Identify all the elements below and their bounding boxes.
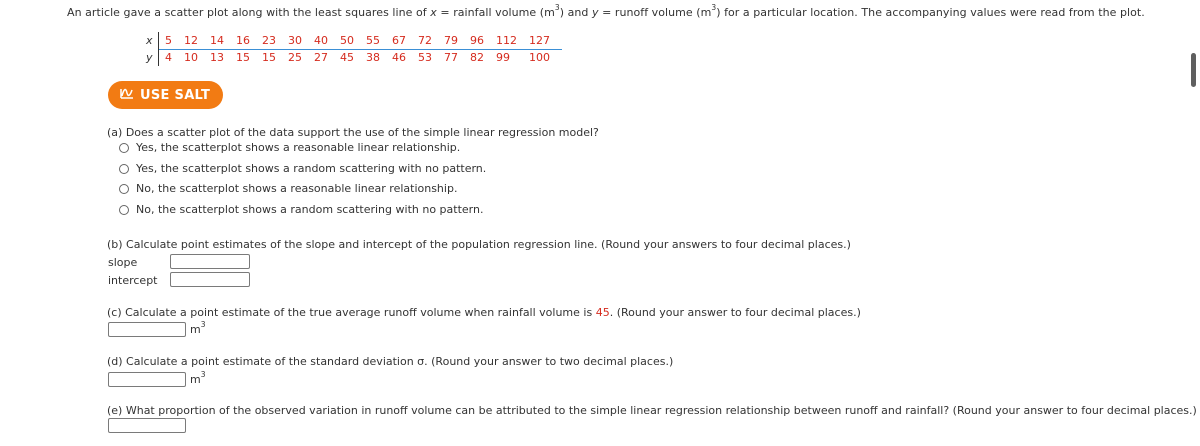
table-cell: 127 <box>529 33 550 47</box>
table-cell: 15 <box>236 51 250 64</box>
table-cell: 30 <box>288 33 302 47</box>
intercept-label: intercept <box>108 274 158 287</box>
part-e-question: (e) What proportion of the observed variation in runoff volume can be attributed to the simple linear regression relationship between runoff and rainfall? (Round your answer to four decimal places.) <box>107 404 1197 417</box>
part-a-option-2[interactable] <box>119 162 486 175</box>
table-cell: 16 <box>236 33 250 47</box>
superscript: 3 <box>200 370 206 380</box>
x-row-label: x <box>146 34 153 47</box>
intro-text: = runoff volume (m <box>598 6 712 19</box>
std-dev-input[interactable] <box>108 372 186 387</box>
rainfall-value: 45 <box>595 306 610 319</box>
table-cell: 5 <box>165 33 172 47</box>
unit-text: m <box>190 373 201 386</box>
intro-text: An article gave a scatter plot along with the least squares line of <box>67 6 431 19</box>
part-b-question: (b) Calculate point estimates of the slope and intercept of the population regression line. (Round your answers to four decimal places.) <box>107 238 851 251</box>
table-cell: 67 <box>392 33 406 47</box>
superscript: 3 <box>200 320 206 330</box>
table-cell: 10 <box>184 51 198 64</box>
part-a-option-3[interactable] <box>119 182 457 195</box>
table-cell: 50 <box>340 33 354 47</box>
table-cell: 12 <box>184 33 198 47</box>
table-cell: 23 <box>262 33 276 47</box>
y-row-label: y <box>146 51 153 64</box>
table-cell: 13 <box>210 51 224 64</box>
radio-button[interactable] <box>119 205 129 215</box>
option-label: Yes, the scatterplot shows a random scattering with no pattern. <box>136 162 487 175</box>
table-cell: 38 <box>366 51 380 64</box>
table-cell: 99 <box>496 51 510 64</box>
table-cell: 14 <box>210 33 224 47</box>
data-table <box>145 32 562 66</box>
table-cell: 40 <box>314 33 328 47</box>
intercept-input[interactable] <box>170 272 250 287</box>
intro-text: = rainfall volume (m <box>436 6 555 19</box>
superscript: 3 <box>711 3 717 13</box>
x-row <box>145 32 562 49</box>
table-cell: 15 <box>262 51 276 64</box>
use-salt-label: USE SALT <box>140 87 211 103</box>
slope-input[interactable] <box>170 254 250 269</box>
intro-text: ) and <box>559 6 592 19</box>
table-cell: 72 <box>418 33 432 47</box>
chart-icon <box>120 87 140 103</box>
table-cell: 79 <box>444 33 458 47</box>
part-a-option-1[interactable] <box>119 141 460 154</box>
unit-text: m <box>190 323 201 336</box>
radio-button[interactable] <box>119 143 129 153</box>
unit-label <box>190 370 206 386</box>
question-text: . (Round your answer to four decimal places.) <box>609 306 861 319</box>
vertical-scrollbar[interactable] <box>1191 53 1196 87</box>
part-a-question: (a) Does a scatter plot of the data support the use of the simple linear regression model? <box>107 126 599 139</box>
y-row <box>145 49 562 66</box>
table-cell: 46 <box>392 51 406 64</box>
table-cell: 45 <box>340 51 354 64</box>
table-cell: 100 <box>529 51 550 64</box>
slope-label: slope <box>108 256 138 269</box>
y-variable: y <box>591 6 599 19</box>
option-label: No, the scatterplot shows a random scattering with no pattern. <box>136 203 484 216</box>
table-cell: 25 <box>288 51 302 64</box>
problem-intro <box>67 3 1145 19</box>
table-cell: 53 <box>418 51 432 64</box>
x-values <box>158 32 562 50</box>
part-a-option-4[interactable] <box>119 203 483 216</box>
table-cell: 77 <box>444 51 458 64</box>
superscript: 3 <box>554 3 560 13</box>
question-text: (c) Calculate a point estimate of the true average runoff volume when rainfall volume is <box>107 306 596 319</box>
radio-button[interactable] <box>119 164 129 174</box>
use-salt-button[interactable] <box>108 81 223 109</box>
table-cell: 96 <box>470 33 484 47</box>
x-variable: x <box>430 6 437 19</box>
y-values <box>158 49 562 66</box>
table-cell: 55 <box>366 33 380 47</box>
average-runoff-input[interactable] <box>108 322 186 337</box>
proportion-input[interactable] <box>108 418 186 433</box>
table-cell: 27 <box>314 51 328 64</box>
intro-text: ) for a particular location. The accompanying values were read from the plot. <box>716 6 1145 19</box>
table-cell: 4 <box>165 51 172 64</box>
part-c-question <box>107 306 861 319</box>
option-label: Yes, the scatterplot shows a reasonable linear relationship. <box>136 141 461 154</box>
option-label: No, the scatterplot shows a reasonable linear relationship. <box>136 182 458 195</box>
table-cell: 82 <box>470 51 484 64</box>
radio-button[interactable] <box>119 184 129 194</box>
unit-label <box>190 320 206 336</box>
table-cell: 112 <box>496 33 517 47</box>
part-d-question: (d) Calculate a point estimate of the standard deviation σ. (Round your answer to two decimal places.) <box>107 355 674 368</box>
